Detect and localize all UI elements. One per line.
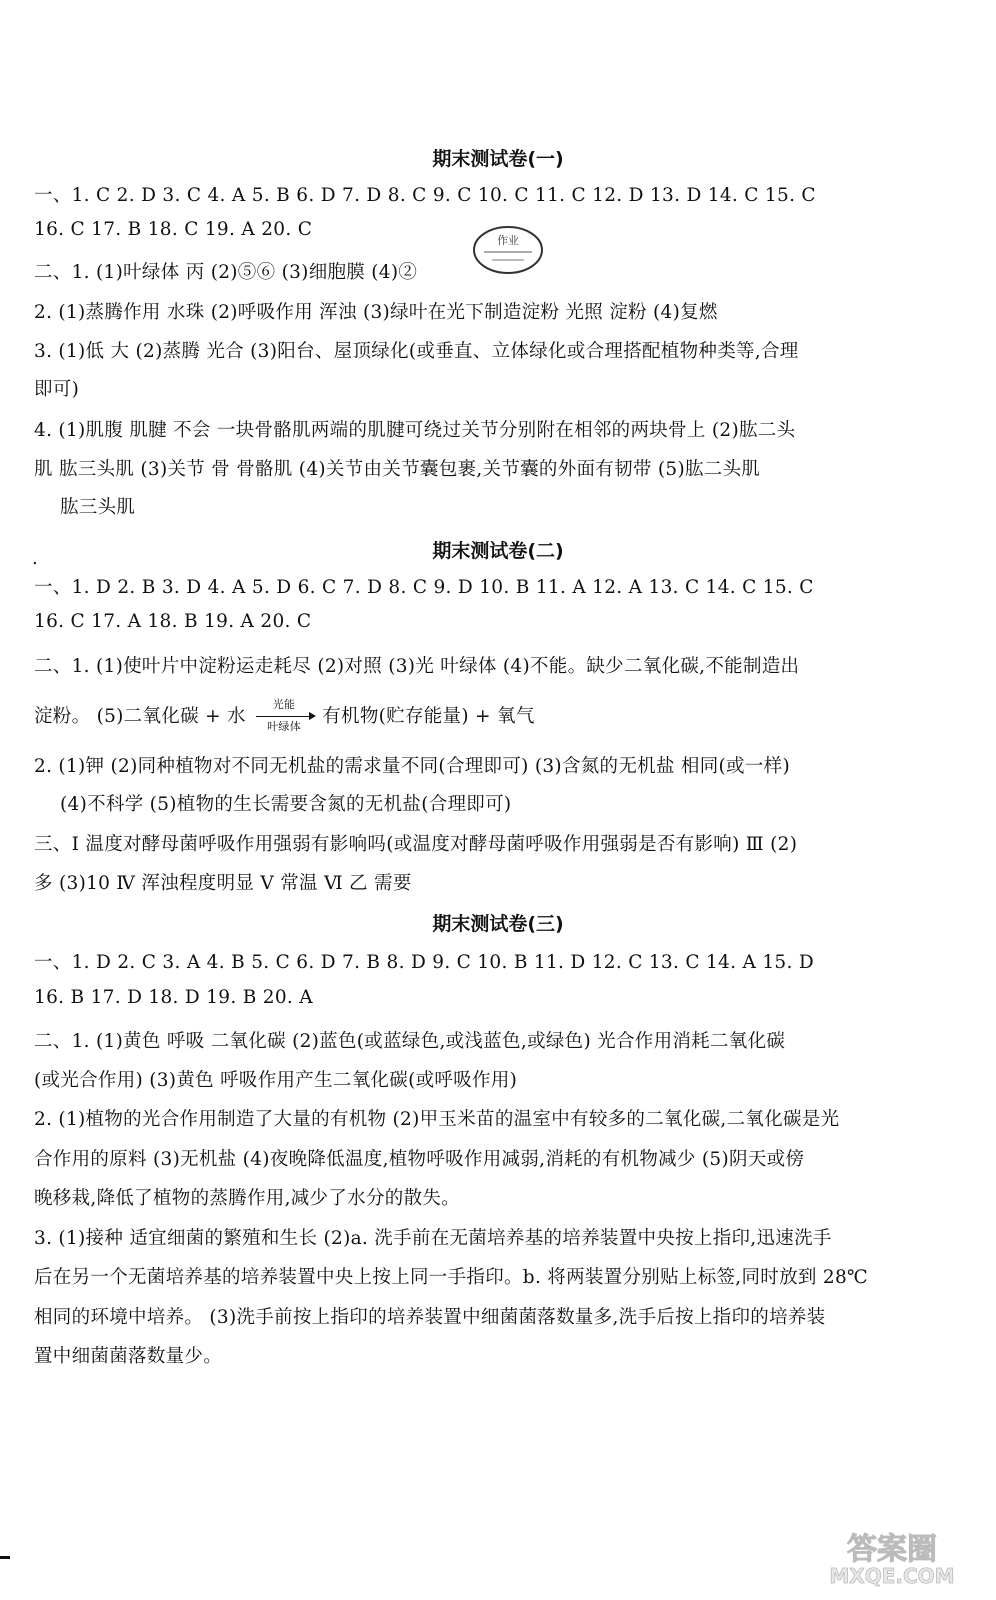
exam1-line: 一、1. C 2. D 3. C 4. A 5. B 6. D 7. D 8. C 9. C 10. C 11. C 12. D 13. D 14. C 15. C [34, 185, 816, 206]
arrow-icon [256, 716, 310, 717]
exam1-line: 肌 肱三头肌 (3)关节 骨 骨骼肌 (4)关节由关节囊包裹,关节囊的外面有韧带 (5)肱二头肌 [34, 459, 761, 480]
equation-reactants: 淀粉。 (5)二氧化碳 + 水 [34, 706, 246, 727]
exam2-line: 2. (1)钾 (2)同种植物对不同无机盐的需求量不同(合理即可) (3)含氮的无机盐 相同(或一样) [34, 756, 790, 777]
exam2-line: 16. C 17. A 18. B 19. A 20. C [34, 611, 312, 632]
exam2-title: 期末测试卷(二) [432, 540, 564, 562]
exam3-line: 相同的环境中培养。 (3)洗手前按上指印的培养装置中细菌菌落数量多,洗手后按上指印的培养装 [34, 1307, 826, 1328]
exam3-line: (或光合作用) (3)黄色 呼吸作用产生二氧化碳(或呼吸作用) [34, 1070, 518, 1091]
svg-text:答案圈: 答案圈 [847, 1532, 937, 1567]
exam3-line: 3. (1)接种 适宜细菌的繁殖和生长 (2)a. 洗手前在无菌培养基的培养装置中央按上指印,迅速洗手 [34, 1228, 832, 1249]
exam1-line: 4. (1)肌腹 肌腱 不会 一块骨骼肌两端的肌腱可绕过关节分别附在相邻的两块骨上 (2)肱二头 [34, 420, 796, 441]
exam2-line: 一、1. D 2. B 3. D 4. A 5. D 6. C 7. D 8. C 9. D 10. B 11. A 12. A 13. C 14. C 15. C [34, 577, 814, 598]
exam1-line: 16. C 17. B 18. C 19. A 20. C [34, 219, 313, 240]
exam3-line: 置中细菌菌落数量少。 [34, 1346, 223, 1367]
exam3-title: 期末测试卷(三) [432, 913, 564, 935]
exam1-line: 即可) [34, 379, 80, 400]
stamp-icon [470, 224, 546, 276]
reaction-arrow [252, 698, 316, 733]
margin-mark [0, 1556, 10, 1559]
exam3-line: 二、1. (1)黄色 呼吸 二氧化碳 (2)蓝色(或蓝绿色,或浅蓝色,或绿色) 光合作用消耗二氧化碳 [34, 1031, 786, 1052]
exam1-line: 2. (1)蒸腾作用 水珠 (2)呼吸作用 浑浊 (3)绿叶在光下制造淀粉 光照 淀粉 (4)复燃 [34, 302, 718, 323]
watermark-logo [818, 1525, 968, 1587]
exam3-line: 16. B 17. D 18. D 19. B 20. A [34, 987, 313, 1008]
exam1-title: 期末测试卷(一) [432, 148, 564, 170]
svg-text:作业: 作业 [497, 234, 519, 247]
exam3-line: 合作用的原料 (3)无机盐 (4)夜晚降低温度,植物呼吸作用减弱,消耗的有机物减少 (5)阴天或傍 [34, 1149, 805, 1170]
exam2-line: (4)不科学 (5)植物的生长需要含氮的无机盐(合理即可) [60, 794, 512, 815]
arrow-condition-bottom: 叶绿体 [267, 720, 301, 733]
exam3-line: 后在另一个无菌培养基的培养装置中央上按上同一手指印。b. 将两装置分别贴上标签,同时放到 28℃ [34, 1267, 869, 1288]
exam2-line: 三、Ⅰ 温度对酵母菌呼吸作用强弱有影响吗(或温度对酵母菌呼吸作用强弱是否有影响) Ⅲ (2) [34, 834, 798, 855]
arrow-condition-top: 光能 [272, 698, 296, 711]
stray-mark: . [32, 548, 38, 569]
exam2-line: 二、1. (1)使叶片中淀粉运走耗尽 (2)对照 (3)光 叶绿体 (4)不能。缺少二氧化碳,不能制造出 [34, 656, 800, 677]
svg-text:MXQE.COM: MXQE.COM [829, 1564, 955, 1587]
exam1-line: 3. (1)低 大 (2)蒸腾 光合 (3)阳台、屋顶绿化(或垂直、立体绿化或合理搭配植物种类等,合理 [34, 341, 799, 362]
equation-products: 有机物(贮存能量) + 氧气 [322, 706, 535, 727]
exam2-line: 多 (3)10 Ⅳ 浑浊程度明显 Ⅴ 常温 Ⅵ 乙 需要 [34, 873, 412, 894]
exam1-line: 二、1. (1)叶绿体 丙 (2)⑤⑥ (3)细胞膜 (4)② [34, 262, 418, 283]
exam1-line: 肱三头肌 [60, 497, 136, 518]
exam2-line-equation [34, 698, 969, 733]
exam3-line: 2. (1)植物的光合作用制造了大量的有机物 (2)甲玉米苗的温室中有较多的二氧化碳,二氧化碳是光 [34, 1109, 840, 1130]
exam3-line: 晚移栽,降低了植物的蒸腾作用,减少了水分的散失。 [34, 1188, 460, 1209]
exam3-line: 一、1. D 2. C 3. A 4. B 5. C 6. D 7. B 8. D 9. C 10. B 11. D 12. C 13. C 14. A 15. D [34, 952, 814, 973]
